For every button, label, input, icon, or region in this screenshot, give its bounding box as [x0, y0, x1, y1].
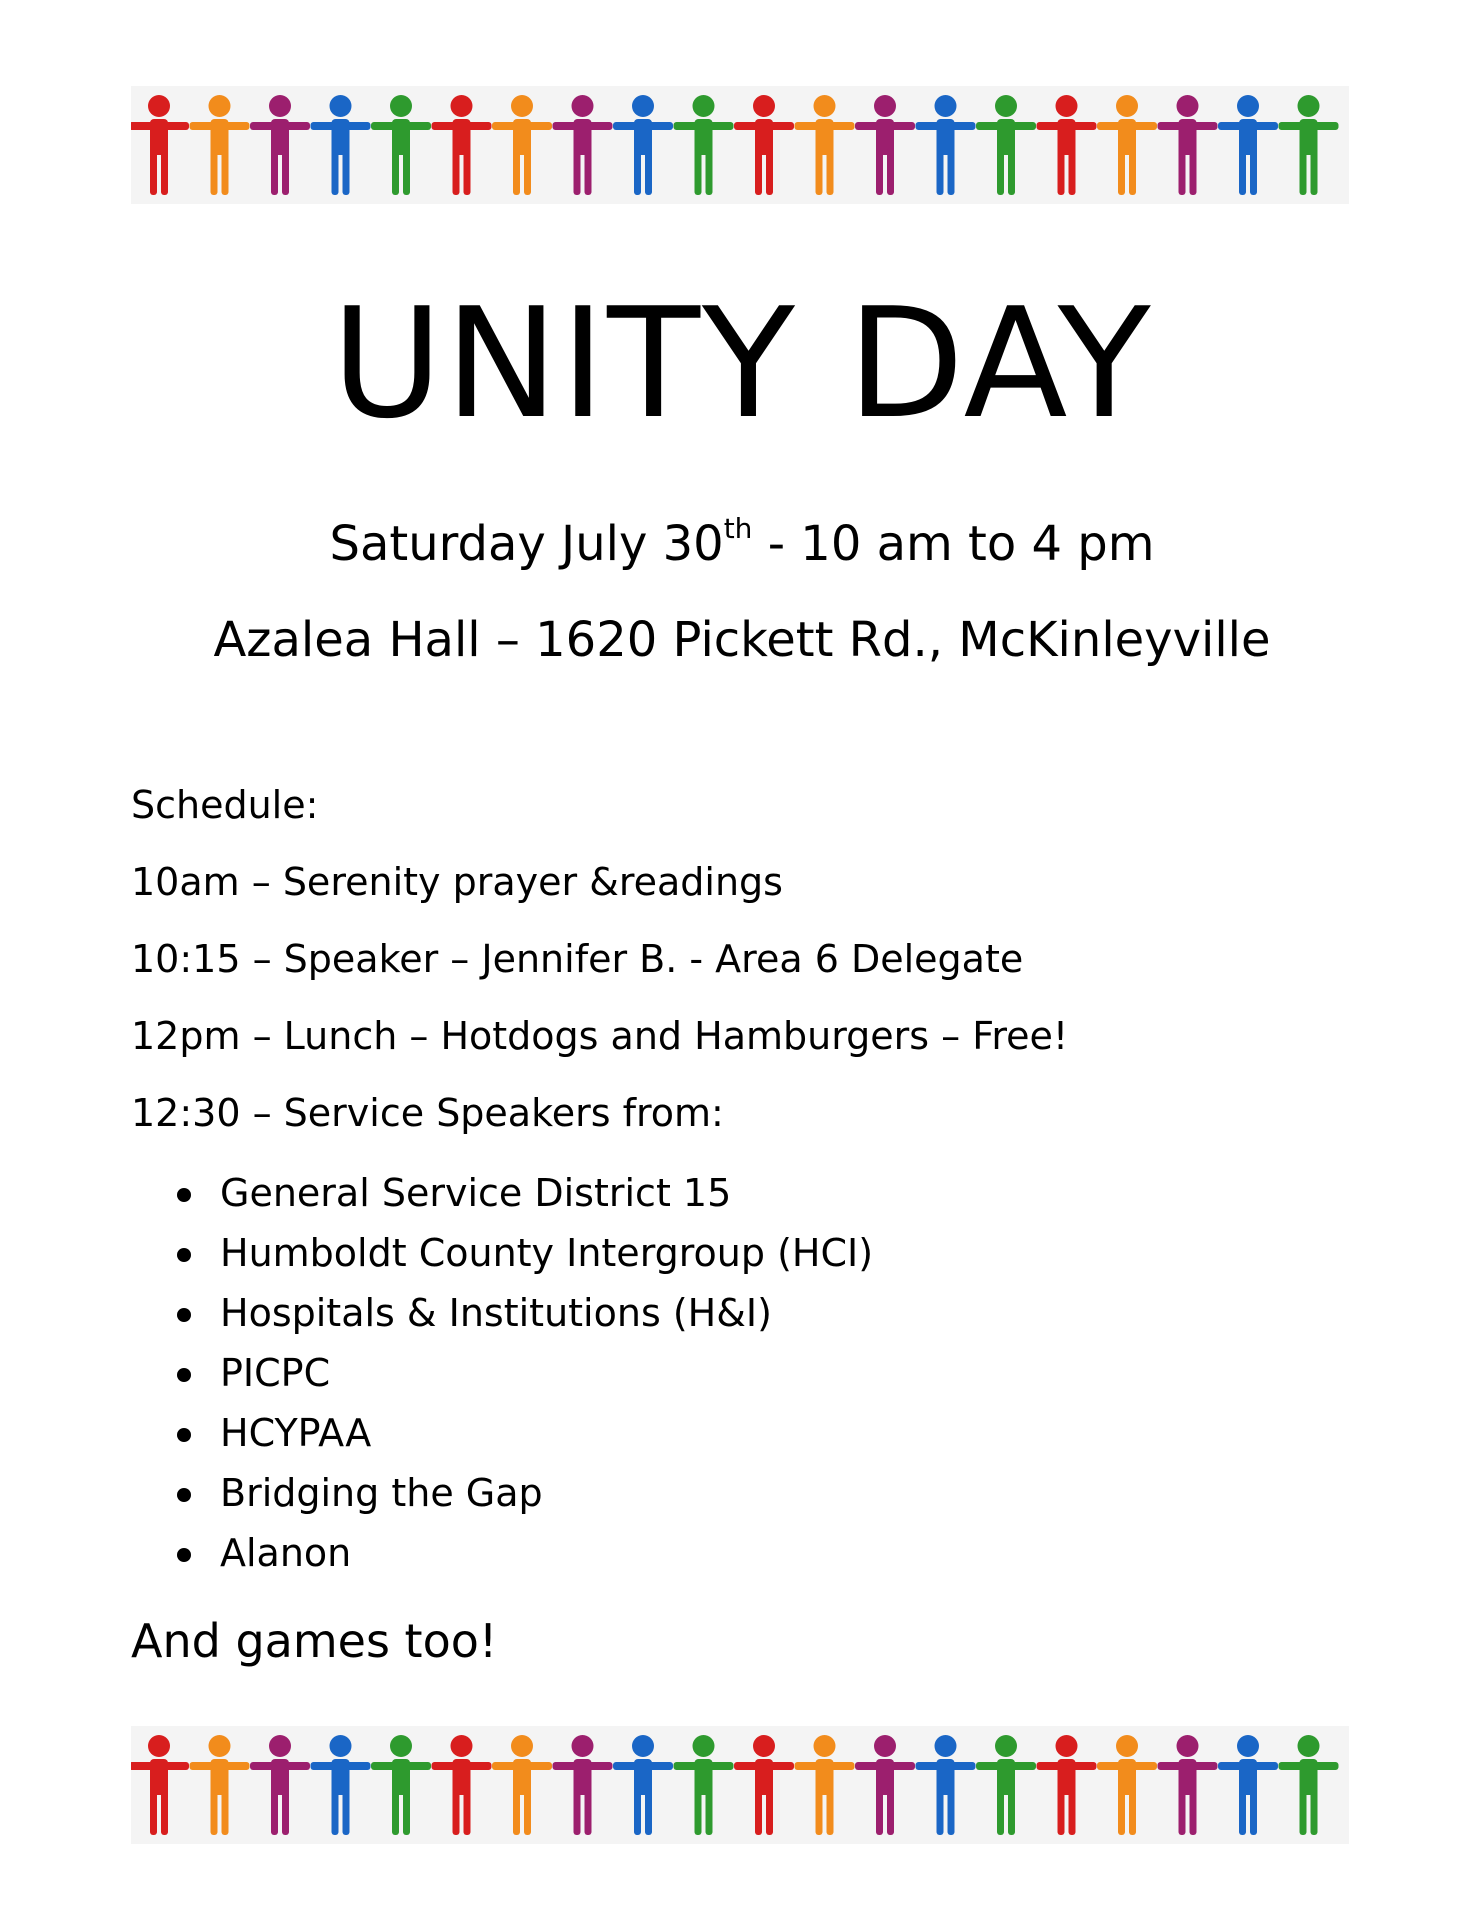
person-figure [553, 95, 613, 195]
schedule-item: 10am – Serenity prayer &readings [131, 860, 783, 904]
person-figure [131, 95, 189, 195]
person-figure [734, 1735, 794, 1835]
person-figure [613, 95, 673, 195]
bullet-icon [177, 1308, 191, 1322]
people-banner-top [131, 86, 1349, 204]
bullet-icon [177, 1368, 191, 1382]
list-item-label: PICPC [220, 1351, 331, 1395]
person-figure [1218, 1735, 1278, 1835]
event-date-suffix: th [723, 512, 753, 545]
schedule-heading: Schedule: [131, 783, 319, 827]
person-figure [1158, 95, 1218, 195]
person-figure [734, 95, 794, 195]
schedule-section [131, 783, 1331, 1171]
person-figure [613, 1735, 673, 1835]
list-item-label: HCYPAA [220, 1411, 372, 1455]
service-speakers-list [131, 1171, 874, 1594]
person-figure [371, 1735, 431, 1835]
list-item-label: Bridging the Gap [220, 1471, 543, 1515]
event-venue: Azalea Hall – 1620 Pickett Rd., McKinleyville [213, 612, 1271, 668]
schedule-item: 12pm – Lunch – Hotdogs and Hamburgers – Free! [131, 1014, 1069, 1058]
event-date [0, 512, 1484, 572]
list-item-label: General Service District 15 [220, 1171, 732, 1215]
person-figure [1279, 1735, 1339, 1835]
list-item [131, 1471, 873, 1534]
person-figure [795, 1735, 855, 1835]
list-item [131, 1531, 873, 1594]
person-figure [674, 1735, 734, 1835]
person-figure [916, 1735, 976, 1835]
list-item [131, 1171, 873, 1234]
bullet-icon [177, 1248, 191, 1262]
bullet-icon [177, 1428, 191, 1442]
list-item [131, 1351, 873, 1414]
schedule-item: 12:30 – Service Speakers from: [131, 1091, 724, 1135]
person-figure [795, 95, 855, 195]
list-item-label: Humboldt County Intergroup (HCI) [220, 1231, 874, 1275]
schedule-item: 10:15 – Speaker – Jennifer B. - Area 6 Delegate [131, 937, 1024, 981]
person-figure [432, 95, 492, 195]
bullet-icon [177, 1548, 191, 1562]
people-holding-hands-icon [131, 86, 1349, 204]
person-figure [131, 1735, 189, 1835]
person-figure [1037, 1735, 1097, 1835]
person-figure [1037, 95, 1097, 195]
bullet-icon [177, 1488, 191, 1502]
person-figure [1158, 1735, 1218, 1835]
list-item [131, 1231, 874, 1294]
people-holding-hands-icon [131, 1726, 1349, 1844]
person-figure [492, 1735, 552, 1835]
list-item-label: Hospitals & Institutions (H&I) [220, 1291, 772, 1335]
person-figure [1097, 1735, 1157, 1835]
list-item [131, 1291, 873, 1354]
people-banner-bottom [131, 1726, 1349, 1844]
person-figure [674, 95, 734, 195]
person-figure [432, 1735, 492, 1835]
person-figure [250, 1735, 310, 1835]
person-figure [492, 95, 552, 195]
person-figure [311, 1735, 371, 1835]
event-date-main: Saturday July 30 [329, 516, 724, 572]
person-figure [976, 1735, 1036, 1835]
person-figure [855, 95, 915, 195]
person-figure [311, 95, 371, 195]
person-figure [553, 1735, 613, 1835]
page-title: UNITY DAY [331, 275, 1153, 452]
person-figure [190, 95, 250, 195]
person-figure [976, 95, 1036, 195]
event-time: - 10 am to 4 pm [752, 516, 1155, 572]
list-item-label: Alanon [220, 1531, 352, 1575]
person-figure [1097, 95, 1157, 195]
closing-line: And games too! [131, 1614, 498, 1668]
person-figure [855, 1735, 915, 1835]
person-figure [190, 1735, 250, 1835]
person-figure [250, 95, 310, 195]
list-item [131, 1411, 873, 1474]
person-figure [371, 95, 431, 195]
bullet-icon [177, 1188, 191, 1202]
person-figure [1279, 95, 1339, 195]
person-figure [1218, 95, 1278, 195]
person-figure [916, 95, 976, 195]
